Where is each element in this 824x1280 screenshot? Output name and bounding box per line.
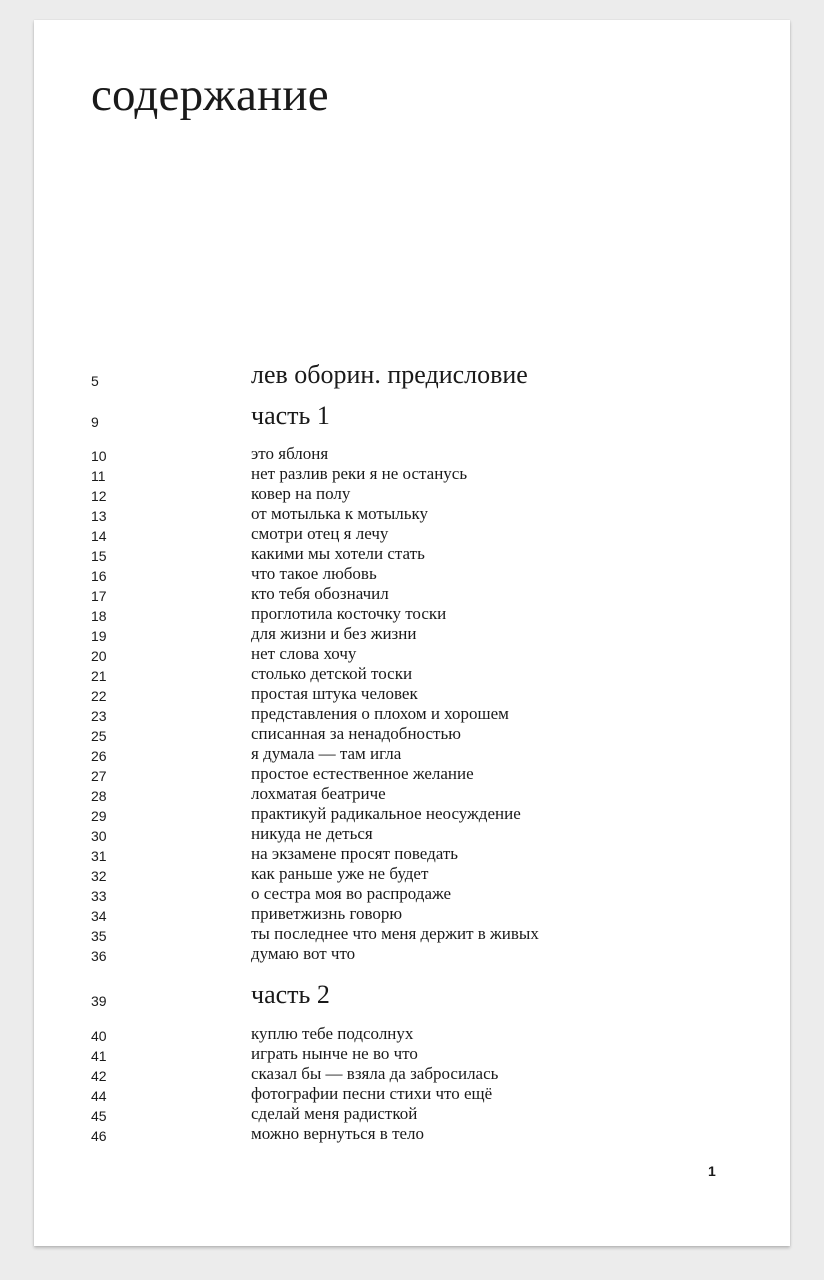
toc-entry-title: смотри отец я лечу — [251, 524, 389, 543]
toc-row — [34, 705, 790, 725]
toc-page-number: 14 — [91, 528, 107, 544]
toc-page-number: 15 — [91, 548, 107, 564]
toc-page-number: 12 — [91, 488, 107, 504]
toc-entry-title: сказал бы — взяла да забросилась — [251, 1064, 499, 1083]
toc-row — [34, 1085, 790, 1105]
document-page — [34, 20, 790, 1246]
toc-entry-title: куплю тебе подсолнух — [251, 1024, 414, 1043]
page-title: содержание — [91, 69, 329, 121]
toc-entry-title: на экзамене просят поведать — [251, 844, 459, 863]
toc-entry-title: лохматая беатриче — [251, 784, 386, 803]
toc-page-number: 16 — [91, 568, 107, 584]
toc-entry-title: можно вернуться в тело — [251, 1124, 425, 1143]
toc-entry-title: фотографии песни стихи что ещё — [251, 1084, 493, 1103]
toc-row — [34, 685, 790, 705]
toc-page-number: 41 — [91, 1048, 107, 1064]
toc-page-number: 32 — [91, 868, 107, 884]
toc-row — [34, 1125, 790, 1145]
toc-row — [34, 925, 790, 945]
toc-page-number: 34 — [91, 908, 107, 924]
toc-page-number: 40 — [91, 1028, 107, 1044]
toc-row — [34, 765, 790, 785]
toc-section-row — [34, 980, 790, 1009]
toc-entry-title: это яблоня — [251, 444, 329, 463]
toc-entry-title: столько детской тоски — [251, 664, 413, 683]
toc-row — [34, 465, 790, 485]
toc-row — [34, 585, 790, 605]
toc-page-number: 11 — [91, 468, 106, 484]
toc-entry-title: приветжизнь говорю — [251, 904, 403, 923]
toc-page-number: 33 — [91, 888, 107, 904]
toc-row — [34, 905, 790, 925]
toc-entry-title: что такое любовь — [251, 564, 377, 583]
toc-page-number: 18 — [91, 608, 107, 624]
toc-entry-title: я думала — там игла — [251, 744, 402, 763]
toc-row — [34, 565, 790, 585]
toc-page-number: 35 — [91, 928, 107, 944]
toc-entry-title: кто тебя обозначил — [251, 584, 389, 603]
toc-page-number: 36 — [91, 948, 107, 964]
toc-row — [34, 745, 790, 765]
toc-entry-title: проглотила косточку тоски — [251, 604, 447, 623]
toc-entry-title: сделай меня радисткой — [251, 1104, 418, 1123]
toc-row — [34, 1105, 790, 1125]
toc-page-number: 22 — [91, 688, 107, 704]
toc-page-number: 21 — [91, 668, 107, 684]
toc-entry-title: простая штука человек — [251, 684, 418, 703]
toc-entry-title: какими мы хотели стать — [251, 544, 425, 563]
toc-row — [34, 725, 790, 745]
toc-entry-title: представления о плохом и хорошем — [251, 704, 509, 723]
toc-page-number: 39 — [91, 993, 107, 1009]
toc-page-number: 13 — [91, 508, 107, 524]
toc-page-number: 25 — [91, 728, 107, 744]
toc-entry-title: никуда не деться — [251, 824, 373, 843]
toc-entry-title: о сестра моя во распродаже — [251, 884, 452, 903]
toc-row — [34, 445, 790, 465]
toc-row — [34, 865, 790, 885]
toc-row — [34, 545, 790, 565]
toc-section-row — [34, 401, 790, 430]
toc-row — [34, 665, 790, 685]
toc-section-row — [34, 360, 790, 389]
toc-row — [34, 505, 790, 525]
toc-row — [34, 1025, 790, 1045]
toc-row — [34, 1045, 790, 1065]
toc-entry-title: ковер на полу — [251, 484, 351, 503]
toc-row — [34, 485, 790, 505]
toc-entry-title: как раньше уже не будет — [251, 864, 429, 883]
toc-row — [34, 885, 790, 905]
toc-page-number: 10 — [91, 448, 107, 464]
toc-row — [34, 645, 790, 665]
toc-row — [34, 945, 790, 965]
toc-entry-title: нет слова хочу — [251, 644, 357, 663]
toc-row — [34, 1065, 790, 1085]
toc-section-title: часть 2 — [251, 980, 330, 1009]
toc-entry-title: простое естественное желание — [251, 764, 474, 783]
toc-entry-title: нет разлив реки я не останусь — [251, 464, 468, 483]
toc-row — [34, 785, 790, 805]
toc-section-title: лев оборин. предисловие — [251, 360, 528, 389]
toc-row — [34, 825, 790, 845]
toc-page-number: 20 — [91, 648, 107, 664]
toc-page-number: 45 — [91, 1108, 107, 1124]
toc-row — [34, 605, 790, 625]
toc-entry-title: играть нынче не во что — [251, 1044, 418, 1063]
toc-page-number: 26 — [91, 748, 107, 764]
toc-entry-title: думаю вот что — [251, 944, 356, 963]
toc-row — [34, 845, 790, 865]
toc-section-title: часть 1 — [251, 401, 330, 430]
toc-page-number: 17 — [91, 588, 107, 604]
toc-page-number: 19 — [91, 628, 107, 644]
toc-page-number: 30 — [91, 828, 107, 844]
page-number: 1 — [708, 1163, 716, 1179]
toc-page-number: 29 — [91, 808, 107, 824]
toc-entry-title: от мотылька к мотыльку — [251, 504, 429, 523]
toc-row — [34, 805, 790, 825]
toc-page-number: 23 — [91, 708, 107, 724]
toc-page-number: 46 — [91, 1128, 107, 1144]
toc-entry-title: списанная за ненадобностью — [251, 724, 461, 743]
toc-entry-title: для жизни и без жизни — [251, 624, 417, 643]
toc-page-number: 9 — [91, 414, 99, 430]
toc-entry-title: практикуй радикальное неосуждение — [251, 804, 521, 823]
toc-page-number: 42 — [91, 1068, 107, 1084]
toc-entry-title: ты последнее что меня держит в живых — [251, 924, 539, 943]
toc-page-number: 5 — [91, 373, 99, 389]
toc-page-number: 27 — [91, 768, 107, 784]
toc-row — [34, 625, 790, 645]
toc-page-number: 44 — [91, 1088, 107, 1104]
toc-page-number: 31 — [91, 848, 107, 864]
toc-row — [34, 525, 790, 545]
toc-page-number: 28 — [91, 788, 107, 804]
